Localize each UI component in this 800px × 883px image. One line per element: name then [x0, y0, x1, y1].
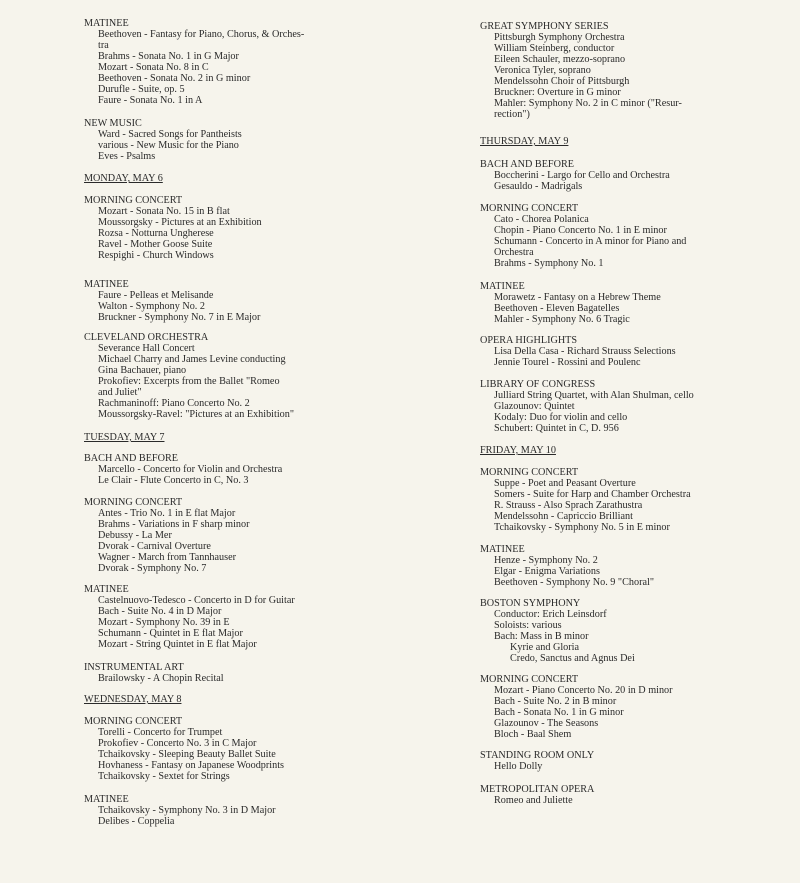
program-item: Jennie Tourel - Rossini and Poulenc: [494, 357, 641, 368]
program-item: Bruckner: Overture in G minor: [494, 87, 621, 98]
program-item: Walton - Symphony No. 2: [98, 301, 205, 312]
section-title: MORNING CONCERT: [480, 203, 579, 214]
program-item: Mozart - Sonata No. 8 in C: [98, 62, 209, 73]
program-section: [480, 379, 720, 434]
program-item: Mozart - Symphony No. 39 in E: [98, 617, 230, 628]
program-item: Kodaly: Duo for violin and cello: [494, 412, 628, 423]
program-item: Mozart - Piano Concerto No. 20 in D minor: [494, 685, 673, 696]
program-section: [480, 21, 720, 120]
program-item: Somers - Suite for Harp and Chamber Orchestra: [494, 489, 691, 500]
program-section: [480, 203, 720, 269]
program-section: [480, 281, 720, 325]
program-item: Schumann - Concerto in A minor for Piano and: [494, 236, 687, 247]
program-item: Ravel - Mother Goose Suite: [98, 239, 213, 250]
program-item: Suppe - Poet and Peasant Overture: [494, 478, 636, 489]
day-heading-block: [84, 694, 342, 705]
program-section: [84, 584, 342, 650]
program-item: Bloch - Baal Shem: [494, 729, 572, 740]
program-item: Rozsa - Notturna Ungherese: [98, 228, 214, 239]
program-item: Moussorgsky-Ravel: "Pictures at an Exhibition": [98, 409, 295, 420]
program-item: Glazounov: Quintet: [494, 401, 575, 412]
program-item: Mahler: Symphony No. 2 in C minor ("Resur-: [494, 98, 682, 109]
program-item: Mendelssohn - Capriccio Brilliant: [494, 511, 633, 522]
program-item: Schumann - Quintet in E flat Major: [98, 628, 243, 639]
program-item: Eves - Psalms: [98, 151, 156, 162]
program-item: Beethoven - Symphony No. 9 "Choral": [494, 577, 654, 588]
program-item: Hello Dolly: [494, 761, 543, 772]
section-title: STANDING ROOM ONLY: [480, 750, 595, 761]
day-heading-block: [480, 445, 720, 456]
program-item: Chopin - Piano Concerto No. 1 in E minor: [494, 225, 667, 236]
program-item: Bruckner - Symphony No. 7 in E Major: [98, 312, 261, 323]
section-title: LIBRARY OF CONGRESS: [480, 379, 596, 390]
program-item: Rachmaninoff: Piano Concerto No. 2: [98, 398, 250, 409]
section-title: CLEVELAND ORCHESTRA: [84, 332, 209, 343]
program-item: Castelnuovo-Tedesco - Concerto in D for Guitar: [98, 595, 295, 606]
program-item: Tchaikovsky - Symphony No. 3 in D Major: [98, 805, 276, 816]
section-title: MATINEE: [84, 794, 129, 805]
section-title: MORNING CONCERT: [84, 497, 183, 508]
program-item: Brahms - Variations in F sharp minor: [98, 519, 250, 530]
section-title: OPERA HIGHLIGHTS: [480, 335, 578, 346]
program-item: Le Clair - Flute Concerto in C, No. 3: [98, 475, 249, 486]
program-section: [84, 332, 342, 420]
program-item: Elgar - Enigma Variations: [494, 566, 600, 577]
program-item: Veronica Tyler, soprano: [494, 65, 591, 76]
program-item: Moussorgsky - Pictures at an Exhibition: [98, 217, 262, 228]
program-item: R. Strauss - Also Sprach Zarathustra: [494, 500, 643, 511]
program-item: various - New Music for the Piano: [98, 140, 239, 151]
program-item: Morawetz - Fantasy on a Hebrew Theme: [494, 292, 661, 303]
section-title: MATINEE: [84, 584, 129, 595]
section-title: MATINEE: [480, 281, 525, 292]
program-section: [480, 544, 720, 588]
program-item: Severance Hall Concert: [98, 343, 195, 354]
day-heading-block: [84, 173, 342, 184]
program-item: Brahms - Sonata No. 1 in G Major: [98, 51, 239, 62]
section-title: MATINEE: [84, 279, 129, 290]
program-item: Respighi - Church Windows: [98, 250, 214, 261]
program-item: Dvorak - Symphony No. 7: [98, 563, 207, 574]
program-item: Beethoven - Eleven Bagatelles: [494, 303, 620, 314]
program-item: Eileen Schauler, mezzo-soprano: [494, 54, 626, 65]
section-title: INSTRUMENTAL ART: [84, 662, 184, 673]
program-item: Beethoven - Sonata No. 2 in G minor: [98, 73, 251, 84]
program-item: Wagner - March from Tannhauser: [98, 552, 237, 563]
program-item: Credo, Sanctus and Agnus Dei: [510, 653, 635, 664]
program-item: Mendelssohn Choir of Pittsburgh: [494, 76, 630, 87]
program-item: Brahms - Symphony No. 1: [494, 258, 604, 269]
program-item: Faure - Pelleas et Melisande: [98, 290, 214, 301]
program-item: Cato - Chorea Polanica: [494, 214, 589, 225]
program-item: Soloists: various: [494, 620, 562, 631]
program-section: [84, 118, 342, 162]
program-section: [84, 279, 342, 323]
section-title: MORNING CONCERT: [480, 467, 579, 478]
program-item: Faure - Sonata No. 1 in A: [98, 95, 203, 106]
program-item: tra: [98, 40, 109, 51]
program-item: Delibes - Coppelia: [98, 816, 175, 827]
program-section: [84, 716, 342, 782]
section-title: MORNING CONCERT: [84, 195, 183, 206]
program-item: Romeo and Juliette: [494, 795, 573, 806]
day-heading: FRIDAY, MAY 10: [480, 445, 556, 456]
program-section: [480, 335, 720, 368]
program-item: rection"): [494, 109, 530, 120]
day-heading: MONDAY, MAY 6: [84, 173, 163, 184]
program-item: Beethoven - Fantasy for Piano, Chorus, & Orches-: [98, 29, 305, 40]
program-item: Bach - Suite No. 4 in D Major: [98, 606, 222, 617]
program-section: [480, 784, 720, 806]
program-section: [480, 750, 720, 772]
program-item: Bach - Suite No. 2 in B minor: [494, 696, 617, 707]
program-item: Mahler - Symphony No. 6 Tragic: [494, 314, 630, 325]
day-heading: TUESDAY, MAY 7: [84, 432, 165, 443]
program-section: [480, 598, 720, 664]
section-title: MATINEE: [480, 544, 525, 555]
program-item: Tchaikovsky - Sextet for Strings: [98, 771, 230, 782]
day-heading: WEDNESDAY, MAY 8: [84, 694, 182, 705]
program-item: Henze - Symphony No. 2: [494, 555, 598, 566]
section-title: NEW MUSIC: [84, 118, 142, 129]
program-item: Lisa Della Casa - Richard Strauss Selections: [494, 346, 676, 357]
program-section: [480, 159, 720, 192]
program-item: Durufle - Suite, op. 5: [98, 84, 185, 95]
program-item: Schubert: Quintet in C, D. 956: [494, 423, 619, 434]
program-item: Tchaikovsky - Sleeping Beauty Ballet Suite: [98, 749, 276, 760]
program-item: Conductor: Erich Leinsdorf: [494, 609, 607, 620]
program-item: Pittsburgh Symphony Orchestra: [494, 32, 625, 43]
program-section: [84, 497, 342, 574]
program-item: Boccherini - Largo for Cello and Orchestra: [494, 170, 670, 181]
program-item: Mozart - String Quintet in E flat Major: [98, 639, 257, 650]
program-item: Dvorak - Carnival Overture: [98, 541, 211, 552]
section-title: MORNING CONCERT: [480, 674, 579, 685]
program-section: [480, 467, 720, 533]
program-item: Marcello - Concerto for Violin and Orchestra: [98, 464, 283, 475]
program-section: [84, 18, 342, 106]
program-item: Kyrie and Gloria: [510, 642, 580, 653]
program-section: [84, 453, 342, 486]
program-item: Hovhaness - Fantasy on Japanese Woodprints: [98, 760, 285, 771]
program-item: Mozart - Sonata No. 15 in B flat: [98, 206, 230, 217]
program-item: Bach: Mass in B minor: [494, 631, 589, 642]
program-section: [84, 794, 342, 827]
program-item: Prokofiev - Concerto No. 3 in C Major: [98, 738, 257, 749]
program-item: Julliard String Quartet, with Alan Shulman, cello: [494, 390, 694, 401]
program-item: Gina Bachauer, piano: [98, 365, 187, 376]
day-heading-block: [480, 136, 720, 147]
day-heading-block: [84, 432, 342, 443]
section-title: BACH AND BEFORE: [84, 453, 178, 464]
program-item: Ward - Sacred Songs for Pantheists: [98, 129, 242, 140]
program-section: [84, 195, 342, 261]
section-title: MATINEE: [84, 18, 129, 29]
section-title: BOSTON SYMPHONY: [480, 598, 581, 609]
program-item: Glazounov - The Seasons: [494, 718, 599, 729]
program-item: Orchestra: [494, 247, 534, 258]
section-title: BACH AND BEFORE: [480, 159, 574, 170]
program-item: William Steinberg, conductor: [494, 43, 615, 54]
program-item: Antes - Trio No. 1 in E flat Major: [98, 508, 236, 519]
program-item: Torelli - Concerto for Trumpet: [98, 727, 223, 738]
program-item: Gesauldo - Madrigals: [494, 181, 583, 192]
program-section: [480, 674, 720, 740]
program-item: Michael Charry and James Levine conducting: [98, 354, 286, 365]
program-section: [84, 662, 342, 684]
section-title: GREAT SYMPHONY SERIES: [480, 21, 609, 32]
program-item: and Juliet": [98, 387, 142, 398]
program-item: Debussy - La Mer: [98, 530, 172, 541]
program-item: Bach - Sonata No. 1 in G minor: [494, 707, 624, 718]
section-title: METROPOLITAN OPERA: [480, 784, 595, 795]
program-item: Prokofiev: Excerpts from the Ballet "Romeo: [98, 376, 280, 387]
day-heading: THURSDAY, MAY 9: [480, 136, 569, 147]
program-item: Tchaikovsky - Symphony No. 5 in E minor: [494, 522, 670, 533]
section-title: MORNING CONCERT: [84, 716, 183, 727]
program-item: Brailowsky - A Chopin Recital: [98, 673, 224, 684]
